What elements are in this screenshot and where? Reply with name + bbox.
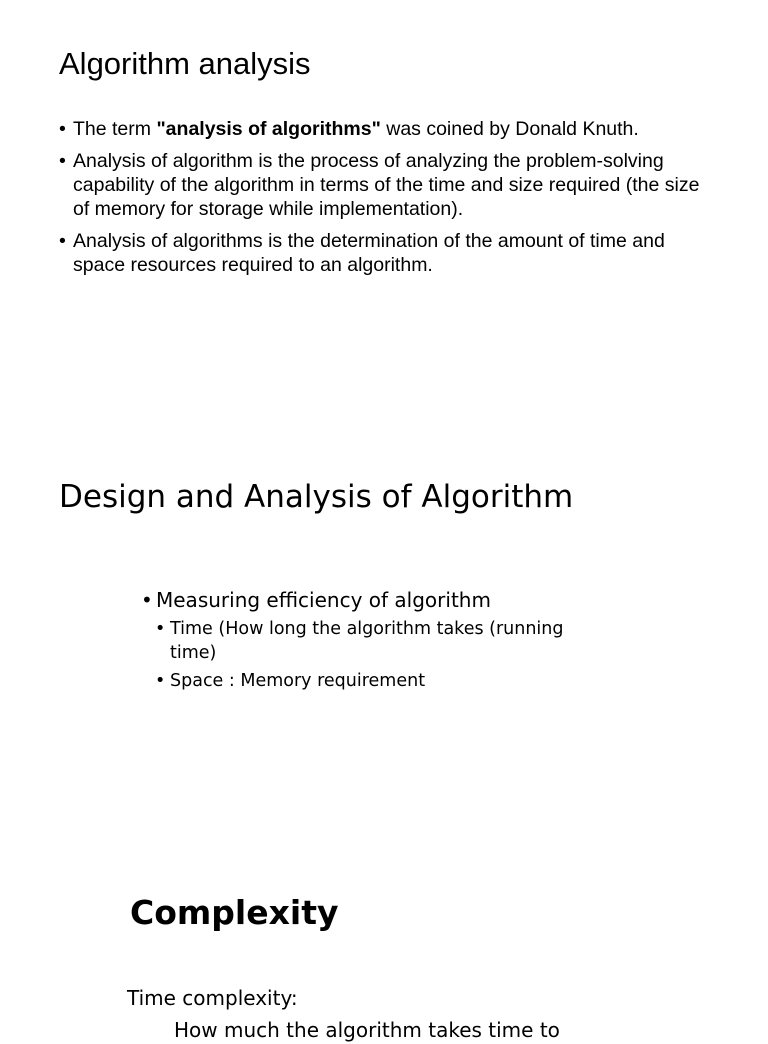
sub-bullet-list (141, 617, 611, 693)
sub-bullet-item: • Space : Memory requirement (155, 669, 611, 693)
bullet-item: • Analysis of algorithms is the determination of the amount of time and space resources required to an algorithm. (59, 229, 719, 277)
complexity-text: Time complexity: (127, 986, 298, 1010)
bullet-text: was coined by Donald Knuth. (380, 118, 639, 140)
bullet-text: The term (73, 118, 157, 140)
bullet-item: • Analysis of algorithm is the process of analyzing the problem-solving capability of the algorithm in terms of the time and size required (the size of memory for storage while implementation). (59, 149, 719, 221)
bullet-item (59, 117, 719, 141)
sub-bullet-item: • Time (How long the algorithm takes (running time) (155, 617, 611, 665)
slide-title: Design and Analysis of Algorithm (59, 479, 574, 515)
bullet-list (59, 117, 719, 285)
bullet-bold-text: "analysis of algorithms" (156, 118, 381, 140)
slide-title: Complexity (130, 893, 339, 932)
bullet-list (141, 587, 611, 697)
partial-text-line: How much the algorithm takes time to (174, 1018, 560, 1042)
slide-title: Algorithm analysis (59, 46, 311, 81)
bullet-item: • Measuring efficiency of algorithm (141, 587, 611, 613)
